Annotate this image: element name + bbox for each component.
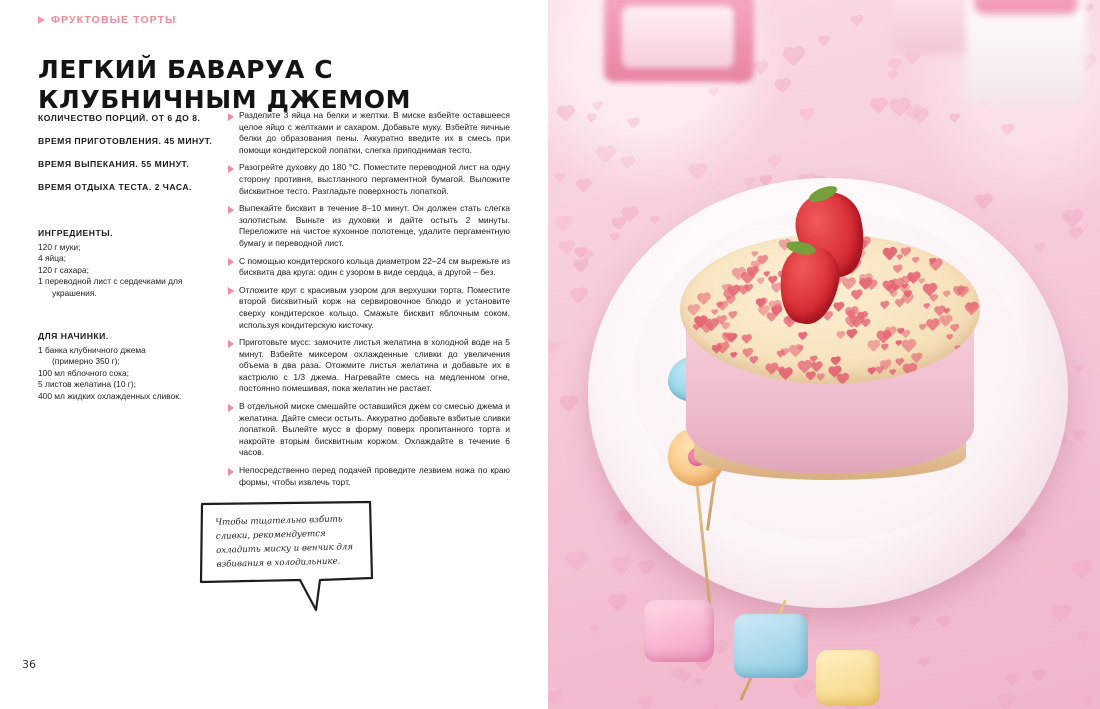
heart-icon xyxy=(785,49,803,67)
heart-icon xyxy=(548,344,559,356)
heart-icon xyxy=(1074,431,1085,442)
heart-icon xyxy=(1078,633,1088,643)
cake-heart-icon xyxy=(767,313,776,322)
cake-heart-icon xyxy=(717,343,728,354)
heart-icon xyxy=(745,177,755,187)
heart-icon xyxy=(800,109,812,121)
ingredient-item: украшения. xyxy=(52,287,97,298)
cake-heart-icon xyxy=(930,295,937,302)
tip-speech-bubble xyxy=(196,498,376,613)
page-title: ЛЕГКИЙ БАВАРУА С КЛУБНИЧНЫМ ДЖЕМОМ xyxy=(38,55,412,114)
cake-heart-icon xyxy=(893,265,901,273)
cake-heart-icon xyxy=(694,324,700,330)
meta-row xyxy=(38,181,218,193)
heart-icon xyxy=(591,625,599,633)
filling-item: 100 мл яблочного сока; xyxy=(38,367,129,378)
cake-heart-icon xyxy=(923,304,928,309)
step-item xyxy=(228,256,510,279)
step-text: Разделите 3 яйца на белки и желтки. В миске взбейте оставшееся целое яйцо с желтками и сахаром. Добавьте муку. Взбейте яичные белки до образования пены. Аккуратно введите их в смесь при помощи кондитерской лопатки, слегка приподнимая тесто. xyxy=(239,110,510,155)
cake-heart-icon xyxy=(752,252,757,257)
cake-heart-icon xyxy=(913,258,919,264)
heart-icon xyxy=(567,554,585,572)
cake-heart-icon xyxy=(780,369,791,380)
step-item xyxy=(228,162,510,197)
meta-value: 2 ЧАСА. xyxy=(154,182,192,192)
step-text: С помощью кондитерского кольца диаметром 22–24 см вырежьте из бисквита два круга: один с узором в виде сердца, а другой – без. xyxy=(239,255,510,278)
ingredients-heading: ИНГРЕДИЕНТЫ. xyxy=(38,228,114,238)
heart-icon xyxy=(587,115,595,123)
cake-heart-icon xyxy=(712,309,717,314)
heart-icon xyxy=(818,36,828,46)
cake-heart-icon xyxy=(890,291,896,297)
chapter-label: ФРУКТОВЫЕ ТОРТЫ xyxy=(51,14,177,26)
heart-icon xyxy=(610,596,626,612)
heart-icon xyxy=(695,679,702,686)
cake-heart-icon xyxy=(729,311,736,318)
heart-icon xyxy=(556,217,570,231)
heart-icon xyxy=(999,695,1015,709)
cake-heart-icon xyxy=(889,370,894,375)
cake-heart-icon xyxy=(903,340,915,352)
heart-icon xyxy=(593,102,602,111)
heart-icon xyxy=(1075,366,1082,373)
heart-icon xyxy=(872,99,887,114)
meta-value: 55 МИНУТ. xyxy=(141,159,190,169)
cake-heart-icon xyxy=(951,325,958,332)
step-bullet-icon xyxy=(228,404,234,412)
cake-heart-icon xyxy=(927,320,938,331)
cake-heart-icon xyxy=(838,374,848,384)
meta-label: ВРЕМЯ ПРИГОТОВЛЕНИЯ. xyxy=(38,136,162,146)
step-item xyxy=(228,337,510,395)
heart-icon xyxy=(610,233,618,241)
heart-icon xyxy=(1070,229,1082,241)
heart-icon xyxy=(651,216,658,223)
heart-icon xyxy=(769,157,780,168)
cake-heart-icon xyxy=(868,341,879,352)
cake-heart-icon xyxy=(777,351,784,358)
prop-box-inner-icon xyxy=(622,6,734,68)
heart-icon xyxy=(639,562,653,576)
ingredient-item: 120 г муки; xyxy=(38,242,81,252)
cake-heart-icon xyxy=(919,325,925,331)
heart-icon xyxy=(629,118,639,128)
filling-item: 400 мл жидких охлажденных сливок. xyxy=(38,390,182,401)
cake-heart-icon xyxy=(837,332,844,339)
step-text: В отдельной миске смешайте оставшийся джем со смесью джема и желатина. Дайте смеси остыть. Аккуратно добавьте взбитые сливки лопаткой. Вылейте мусс в форму поверх пропитанного торта и накройте вторым бисквитным коржом. Охлаждайте в течение 6 часов. xyxy=(239,401,510,458)
heart-icon xyxy=(795,682,812,699)
cake-heart-icon xyxy=(902,331,909,338)
cake-heart-icon xyxy=(881,302,889,310)
ingredients-block xyxy=(38,228,228,299)
heart-icon xyxy=(689,165,705,181)
candy-square-blue xyxy=(734,614,808,678)
cake-heart-icon xyxy=(946,335,951,340)
cake-heart-icon xyxy=(834,303,843,312)
heart-icon xyxy=(908,619,918,629)
heart-icon xyxy=(1033,671,1044,682)
heart-icon xyxy=(640,697,652,709)
cake-heart-icon xyxy=(758,279,764,285)
step-bullet-icon xyxy=(228,340,234,348)
heart-icon xyxy=(1083,697,1093,707)
cake-heart-icon xyxy=(919,279,924,284)
heart-icon xyxy=(888,71,896,79)
cake-heart-icon xyxy=(722,323,729,330)
cake-heart-icon xyxy=(895,299,903,307)
heart-icon xyxy=(612,219,624,231)
heart-icon xyxy=(950,114,959,123)
heart-icon xyxy=(1085,4,1093,12)
step-item xyxy=(228,203,510,249)
heart-icon xyxy=(709,88,717,96)
filling-heading: ДЛЯ НАЧИНКИ. xyxy=(38,331,109,341)
heart-icon xyxy=(713,641,727,655)
step-text: Выпекайте бисквит в течение 8–10 минут. Он должен стать слегка золотистым. Выньте из духовки и дайте остыть 2 минуты. Переложите на чистое кухонное полотенце, удалите пергаментную бумагу и переводной лист. xyxy=(239,203,510,248)
cake-heart-icon xyxy=(859,279,870,290)
cake-heart-icon xyxy=(884,248,896,260)
chapter-tag xyxy=(38,14,177,26)
filling-item: 1 банка клубничного джема xyxy=(38,345,146,355)
heart-icon xyxy=(938,617,949,628)
cake-heart-icon xyxy=(817,374,824,381)
candy-square-pink xyxy=(644,600,714,662)
cake-heart-icon xyxy=(766,364,777,375)
heart-icon xyxy=(561,397,576,412)
tip-text: Чтобы тщательно взбить сливки, рекомендуется охладить миску и венчик для взбивания в холодильнике. xyxy=(215,514,354,570)
cake-heart-icon xyxy=(903,276,911,284)
heart-icon xyxy=(754,62,767,75)
cake-heart-icon xyxy=(750,357,757,364)
filling-item: 5 листов желатина (10 г); xyxy=(38,379,136,390)
cake xyxy=(680,194,980,494)
step-text: Отложите круг с красивым узором для верхушки торта. Поместите второй бисквитный корж на сервировочное блюдо и установите сверху кондитерское кольцо. Смажьте бисквит яблочным соком, используя кондитерскую кисточку. xyxy=(239,284,510,330)
heart-icon xyxy=(612,558,629,575)
heart-icon xyxy=(559,242,573,256)
cake-heart-icon xyxy=(742,336,751,345)
prop-jar-lid-icon xyxy=(974,0,1078,14)
heart-icon xyxy=(919,659,928,668)
step-bullet-icon xyxy=(228,468,234,476)
recipe-photo xyxy=(548,0,1100,709)
heart-icon xyxy=(1034,244,1044,254)
heart-icon xyxy=(556,174,564,182)
recipe-meta xyxy=(38,112,218,204)
meta-row xyxy=(38,112,218,124)
heart-icon xyxy=(1073,562,1091,580)
heart-icon xyxy=(558,106,573,121)
meta-label: ВРЕМЯ ОТДЫХА ТЕСТА. xyxy=(38,182,152,192)
cake-heart-icon xyxy=(688,305,698,315)
heart-icon xyxy=(621,157,633,169)
heart-icon xyxy=(1002,125,1013,136)
step-bullet-icon xyxy=(228,206,234,214)
step-item xyxy=(228,465,510,488)
candy-square-yellow xyxy=(816,650,880,706)
heart-icon xyxy=(597,147,613,163)
step-bullet-icon xyxy=(228,165,234,173)
meta-label: ВРЕМЯ ВЫПЕКАНИЯ. xyxy=(38,159,139,169)
filling-block xyxy=(38,331,238,402)
heart-icon xyxy=(571,289,586,304)
step-item xyxy=(228,285,510,331)
step-bullet-icon xyxy=(228,113,234,121)
cake-heart-icon xyxy=(851,290,861,300)
step-text: Разогрейте духовку до 180 °C. Поместите переводной лист на одну сторону противня, выстланного пергаментной бумагой. Выложите бисквитное тесто. Разгладьте поверхность лопаткой. xyxy=(239,162,510,196)
meta-row xyxy=(38,158,218,170)
ingredient-item: 1 переводной лист с сердечками для xyxy=(38,276,183,287)
heart-icon xyxy=(1007,675,1019,687)
step-text: Непосредственно перед подачей проведите лезвием ножа по краю формы, чтобы извлечь торт. xyxy=(239,465,510,487)
cake-heart-icon xyxy=(806,373,814,381)
heart-icon xyxy=(1053,607,1069,623)
meta-row xyxy=(38,135,218,147)
step-bullet-icon xyxy=(228,258,234,266)
ingredient-item: 4 яйца; xyxy=(38,253,66,264)
steps-list xyxy=(228,110,510,494)
chapter-arrow-icon xyxy=(38,16,45,24)
cake-heart-icon xyxy=(843,279,854,290)
cake-heart-icon xyxy=(944,291,950,297)
heart-icon xyxy=(775,79,789,93)
ingredient-item: 120 г сахара; xyxy=(38,264,89,275)
meta-value: 45 МИНУТ. xyxy=(164,136,213,146)
heart-icon xyxy=(851,16,862,27)
meta-label: КОЛИЧЕСТВО ПОРЦИЙ. xyxy=(38,113,149,123)
cake-heart-icon xyxy=(876,367,883,374)
heart-icon xyxy=(548,691,562,705)
meta-value: ОТ 6 ДО 8. xyxy=(151,113,201,123)
cake-heart-icon xyxy=(897,255,902,260)
step-item xyxy=(228,401,510,459)
heart-icon xyxy=(890,100,907,117)
cake-heart-icon xyxy=(698,294,709,305)
cake-heart-icon xyxy=(881,344,887,350)
left-page xyxy=(0,0,548,709)
step-bullet-icon xyxy=(228,287,234,295)
prop-jar-icon xyxy=(966,0,1086,104)
heart-icon xyxy=(906,52,919,65)
heart-icon xyxy=(577,180,590,193)
cake-heart-icon xyxy=(730,352,735,357)
heart-icon xyxy=(575,260,587,272)
step-text: Приготовьте мусс: замочите листья желатина в холодной воде на 5 минут. Взбейте миксером охлажденные сливки до увеличения объема в два раза. Отожмите листья желатина и добавьте их в кастрюлю с 1/3 джема. Нагревайте смесь на медленном огне, постоянно помешивая, пока желатин не растает. xyxy=(239,337,510,394)
cake-heart-icon xyxy=(799,333,807,341)
filling-item: (примерно 350 г); xyxy=(52,356,120,367)
cake-heart-icon xyxy=(940,316,951,327)
cake-heart-icon xyxy=(847,330,856,339)
step-item xyxy=(228,110,510,156)
page-number: 36 xyxy=(22,658,36,671)
